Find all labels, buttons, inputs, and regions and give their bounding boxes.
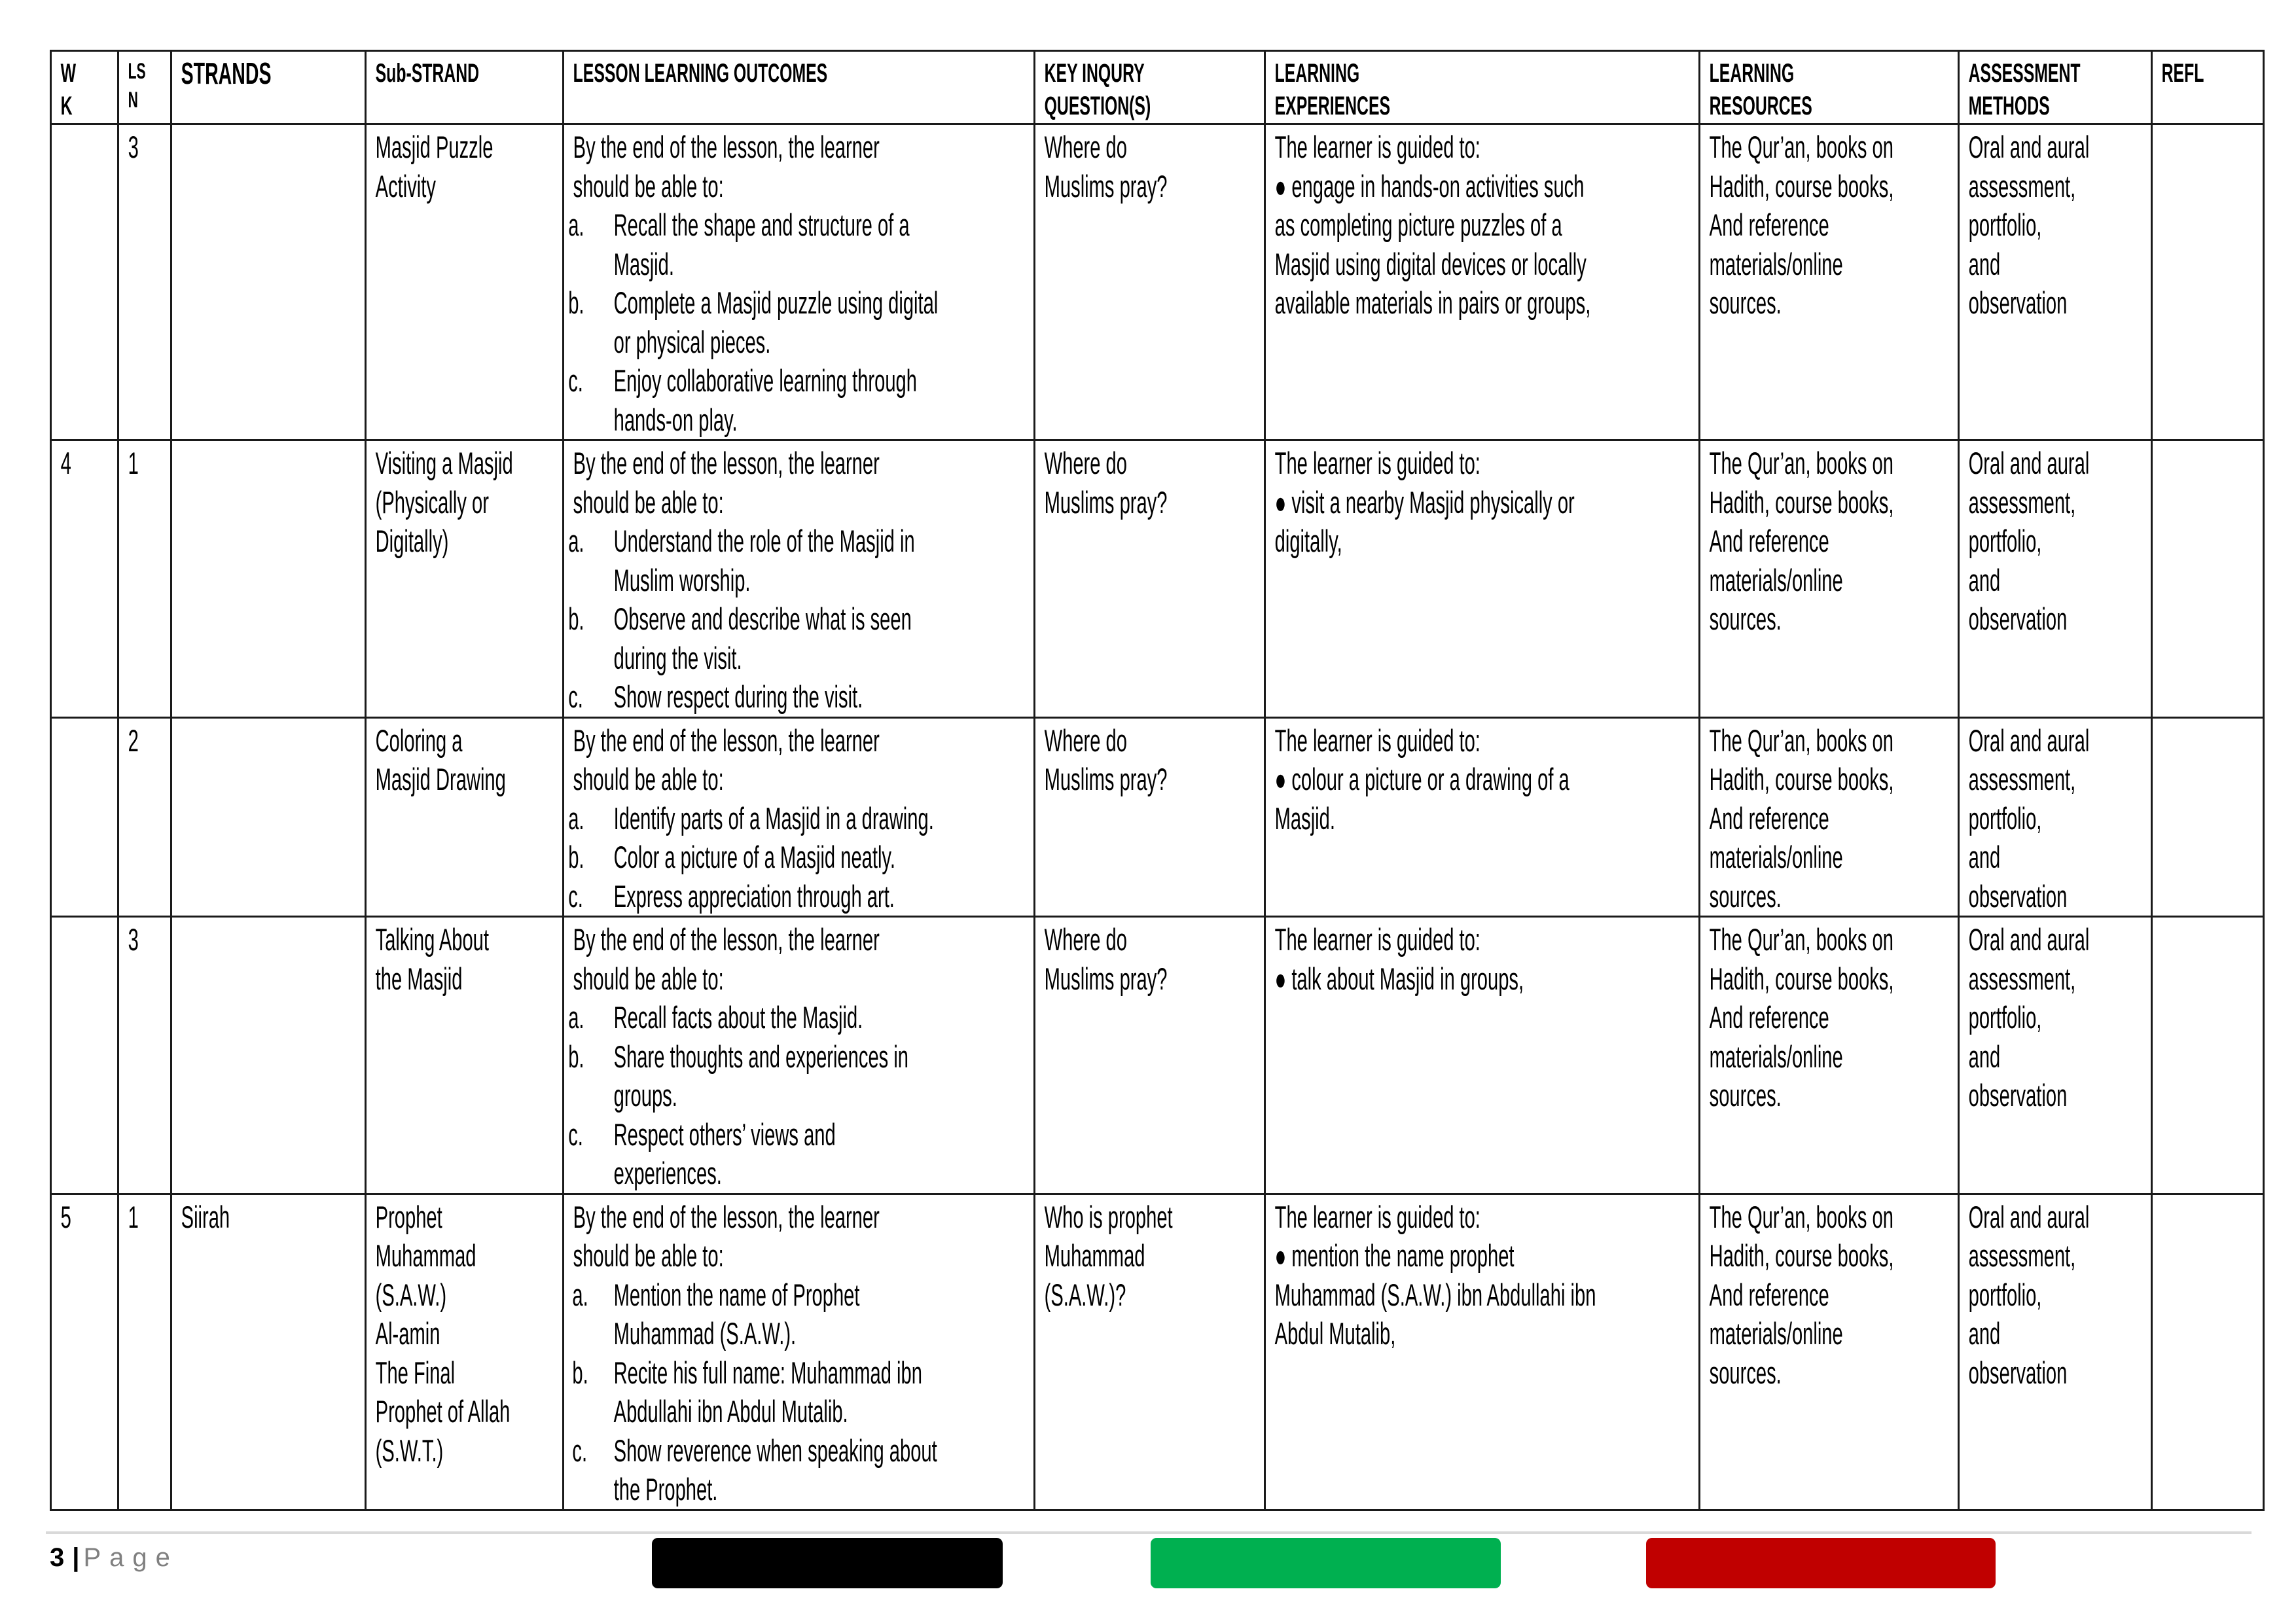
outcome-marker	[568, 561, 613, 600]
resources-cell-line: materials/online	[1709, 1039, 1843, 1074]
page-number	[50, 1539, 179, 1576]
assessment-cell-line: and	[1968, 840, 2001, 874]
experiences-cell	[1265, 717, 1700, 917]
inquiry-cell	[1035, 1194, 1265, 1510]
resources-cell-line: sources.	[1709, 1078, 1782, 1113]
inquiry-cell-line: Where do	[1044, 130, 1127, 164]
lesson-cell	[118, 917, 171, 1194]
outcome-item	[568, 1314, 1034, 1353]
inquiry-cell-line: Where do	[1044, 446, 1127, 480]
resources-cell-line: Hadith, course books,	[1709, 168, 1894, 204]
outcome-item	[568, 1470, 1034, 1509]
outcome-text: Enjoy collaborative learning through	[613, 363, 917, 398]
outcome-text: Recite his full name: Muhammad ibn	[613, 1355, 922, 1390]
strand-cell	[171, 917, 366, 1194]
sub-strand-cell-line: Masjid Drawing	[375, 762, 506, 796]
sub-strand-cell-line: (S.A.W.)	[375, 1277, 447, 1312]
experiences-cell-line: The learner is guided to:	[1274, 130, 1480, 164]
outcome-item	[568, 1431, 1034, 1471]
outcome-marker: c.	[572, 1433, 588, 1468]
experiences-cell-line: Masjid.	[1274, 800, 1335, 836]
experiences-cell-line: ● mention the name prophet	[1274, 1238, 1515, 1273]
sub-strand-cell-line: Coloring a	[375, 722, 463, 758]
resources-cell-line: sources.	[1709, 1355, 1782, 1390]
header-resources: LEARNING RESOURCES	[1700, 51, 1959, 124]
sub-strand-cell	[366, 717, 564, 917]
outcome-text: or physical pieces.	[613, 324, 771, 359]
header-experiences: LEARNING EXPERIENCES	[1265, 51, 1700, 124]
outcome-item	[568, 283, 1034, 323]
lesson-cell	[118, 717, 171, 917]
header-inquiry: KEY INQURY QUESTION(S)	[1035, 51, 1265, 124]
experiences-cell-line: ● visit a nearby Masjid physically or	[1274, 484, 1575, 520]
resources-cell	[1700, 917, 1959, 1194]
assessment-cell-line: observation	[1968, 601, 2068, 636]
header-strands: STRANDS	[171, 51, 366, 124]
footer-divider	[46, 1531, 2251, 1534]
outcome-text: Complete a Masjid puzzle using digital	[613, 285, 939, 320]
assessment-cell-line: assessment,	[1968, 762, 2076, 796]
outcome-item	[568, 799, 1034, 838]
assessment-cell-line: Oral and aural	[1968, 922, 2090, 957]
resources-cell-line: And reference	[1709, 800, 1829, 836]
lesson-cell-line: 1	[128, 1199, 139, 1234]
experiences-cell-line: Muhammad (S.A.W.) ibn Abdullahi ibn	[1274, 1277, 1596, 1312]
outcome-item	[568, 1037, 1034, 1077]
resources-cell-line: materials/online	[1709, 246, 1843, 281]
outcome-marker	[568, 639, 613, 678]
experiences-cell-line: Abdul Mutalib,	[1274, 1316, 1396, 1351]
page-number-value: 3	[50, 1543, 65, 1572]
outcomes-intro: By the end of the lesson, the learner	[573, 446, 880, 480]
table-row	[51, 124, 2264, 440]
outcome-item	[568, 1353, 1034, 1393]
sub-strand-cell-line: Visiting a Masjid	[375, 446, 513, 480]
outcome-item	[568, 1076, 1034, 1115]
outcome-item	[568, 1154, 1034, 1193]
outcomes-cell	[564, 917, 1035, 1194]
strand-cell	[171, 717, 366, 917]
assessment-cell	[1959, 717, 2152, 917]
resources-cell-line: Hadith, course books,	[1709, 484, 1894, 520]
outcome-item	[568, 401, 1034, 440]
assessment-cell	[1959, 1194, 2152, 1510]
assessment-cell-line: and	[1968, 1039, 2001, 1074]
red-bar	[1646, 1538, 1996, 1588]
header-assessment: ASSESSMENT METHODS	[1959, 51, 2152, 124]
assessment-cell-line: portfolio,	[1968, 1277, 2042, 1312]
black-bar	[652, 1538, 1003, 1588]
inquiry-cell-line: Muslims pray?	[1044, 484, 1168, 520]
outcome-text: Masjid.	[613, 246, 674, 281]
outcome-marker: a.	[568, 207, 584, 242]
outcome-marker	[568, 245, 613, 284]
outcome-item	[568, 1275, 1034, 1315]
outcome-text: Understand the role of the Masjid in	[613, 524, 915, 558]
assessment-cell-line: assessment,	[1968, 484, 2076, 520]
outcome-item	[568, 877, 1034, 916]
resources-cell	[1700, 440, 1959, 718]
outcomes-cell	[564, 717, 1035, 917]
sub-strand-cell	[366, 440, 564, 718]
outcome-text: Show respect during the visit.	[613, 679, 863, 714]
outcome-item	[568, 838, 1034, 877]
assessment-cell-line: and	[1968, 562, 2001, 597]
assessment-cell	[1959, 124, 2152, 440]
week-cell-line: 4	[60, 446, 71, 480]
experiences-cell-line: available materials in pairs or groups,	[1274, 285, 1591, 320]
strand-cell	[171, 440, 366, 718]
outcome-marker: b.	[568, 840, 584, 874]
resources-cell-line: sources.	[1709, 285, 1782, 320]
outcome-text: groups.	[613, 1078, 677, 1113]
outcome-marker: a.	[572, 1277, 588, 1312]
outcomes-cell	[564, 440, 1035, 718]
week-cell	[51, 717, 118, 917]
strand-cell	[171, 124, 366, 440]
outcome-marker: c.	[568, 878, 583, 914]
sub-strand-cell	[366, 917, 564, 1194]
resources-cell-line: And reference	[1709, 207, 1829, 242]
outcome-text: hands-on play.	[613, 402, 738, 437]
lesson-cell-line: 2	[128, 722, 139, 758]
outcome-item	[568, 639, 1034, 678]
outcome-marker	[568, 1392, 613, 1431]
inquiry-cell-line: Muslims pray?	[1044, 168, 1168, 204]
sub-strand-cell-line: Al-amin	[375, 1316, 440, 1351]
resources-cell-line: The Qur’an, books on	[1709, 722, 1893, 758]
inquiry-cell-line: Where do	[1044, 922, 1127, 957]
table-row	[51, 717, 2264, 917]
lesson-cell	[118, 440, 171, 718]
sub-strand-cell-line: the Masjid	[375, 961, 463, 996]
outcomes-cell	[564, 1194, 1035, 1510]
assessment-cell-line: assessment,	[1968, 1238, 2076, 1273]
resources-cell-line: The Qur’an, books on	[1709, 1199, 1893, 1234]
experiences-cell-line: Masjid using digital devices or locally	[1274, 246, 1587, 281]
week-cell	[51, 917, 118, 1194]
table-row	[51, 440, 2264, 718]
header-outcomes: LESSON LEARNING OUTCOMES	[564, 51, 1035, 124]
outcome-marker: a.	[568, 1000, 584, 1035]
assessment-cell-line: portfolio,	[1968, 207, 2042, 242]
outcomes-intro: should be able to:	[573, 961, 724, 996]
strand-cell	[171, 1194, 366, 1510]
sub-strand-cell	[366, 1194, 564, 1510]
header-row	[51, 51, 2264, 124]
sub-strand-cell-line: Masjid Puzzle	[375, 130, 493, 164]
outcome-marker: b.	[572, 1355, 588, 1390]
assessment-cell-line: observation	[1968, 1078, 2068, 1113]
outcome-marker	[568, 323, 613, 362]
lesson-cell	[118, 1194, 171, 1510]
resources-cell-line: Hadith, course books,	[1709, 961, 1894, 996]
assessment-cell	[1959, 440, 2152, 718]
resources-cell-line: Hadith, course books,	[1709, 1238, 1894, 1273]
sub-strand-cell	[366, 124, 564, 440]
experiences-cell	[1265, 1194, 1700, 1510]
experiences-cell	[1265, 917, 1700, 1194]
resources-cell-line: The Qur’an, books on	[1709, 922, 1893, 957]
experiences-cell-line: The learner is guided to:	[1274, 1199, 1480, 1234]
inquiry-cell-line: Who is prophet	[1044, 1199, 1173, 1234]
outcomes-intro: should be able to:	[573, 484, 724, 520]
outcome-marker: c.	[568, 363, 583, 398]
outcomes-cell	[564, 124, 1035, 440]
inquiry-cell	[1035, 917, 1265, 1194]
scheme-of-work-table	[50, 50, 2265, 1511]
resources-cell	[1700, 124, 1959, 440]
outcome-marker: b.	[568, 1039, 584, 1074]
outcome-text: Mention the name of Prophet	[613, 1277, 860, 1312]
reflection-cell	[2152, 1194, 2264, 1510]
experiences-cell-line: The learner is guided to:	[1274, 922, 1480, 957]
outcome-text: Respect others’ views and	[613, 1116, 836, 1152]
outcome-item	[568, 1115, 1034, 1154]
resources-cell-line: materials/online	[1709, 562, 1843, 597]
outcome-marker	[568, 1076, 613, 1115]
table-row	[51, 1194, 2264, 1510]
experiences-cell-line: The learner is guided to:	[1274, 446, 1480, 480]
header-wk: W K	[51, 51, 118, 124]
inquiry-cell-line: Where do	[1044, 722, 1127, 758]
table-body	[51, 124, 2264, 1510]
assessment-cell-line: portfolio,	[1968, 1000, 2042, 1035]
experiences-cell-line: ● talk about Masjid in groups,	[1274, 961, 1524, 996]
inquiry-cell-line: Muhammad	[1044, 1238, 1145, 1273]
week-cell	[51, 124, 118, 440]
assessment-cell-line: and	[1968, 1316, 2001, 1351]
assessment-cell-line: and	[1968, 246, 2001, 281]
outcome-text: Recall the shape and structure of a	[613, 207, 910, 242]
outcome-item	[568, 998, 1034, 1037]
outcome-item	[568, 561, 1034, 600]
page-number-separator: |	[72, 1543, 80, 1572]
resources-cell-line: sources.	[1709, 878, 1782, 914]
week-cell	[51, 1194, 118, 1510]
reflection-cell	[2152, 717, 2264, 917]
outcome-text: Abdullahi ibn Abdul Mutalib.	[613, 1394, 848, 1429]
header-refl: REFL	[2152, 51, 2264, 124]
experiences-cell-line: as completing picture puzzles of a	[1274, 207, 1562, 242]
outcome-marker	[568, 401, 613, 440]
assessment-cell-line: observation	[1968, 285, 2068, 320]
reflection-cell	[2152, 917, 2264, 1194]
outcome-marker	[568, 1314, 613, 1353]
outcome-text: Show reverence when speaking about	[613, 1433, 937, 1468]
experiences-cell-line: The learner is guided to:	[1274, 722, 1480, 758]
outcome-item	[568, 361, 1034, 401]
inquiry-cell-line: Muslims pray?	[1044, 961, 1168, 996]
inquiry-cell	[1035, 440, 1265, 718]
outcome-item	[568, 205, 1034, 245]
outcome-text: Muhammad (S.A.W.).	[613, 1316, 797, 1351]
sub-strand-cell-line: The Final	[375, 1355, 456, 1390]
experiences-cell	[1265, 440, 1700, 718]
outcome-text: Express appreciation through art.	[613, 878, 895, 914]
assessment-cell	[1959, 917, 2152, 1194]
outcome-text: Share thoughts and experiences in	[613, 1039, 909, 1074]
week-cell-line: 5	[60, 1199, 71, 1234]
experiences-cell-line: digitally,	[1274, 524, 1342, 558]
outcome-item	[568, 677, 1034, 717]
sub-strand-cell-line: Talking About	[375, 922, 489, 957]
resources-cell-line: sources.	[1709, 601, 1782, 636]
assessment-cell-line: assessment,	[1968, 168, 2076, 204]
resources-cell-line: The Qur’an, books on	[1709, 130, 1893, 164]
sub-strand-cell-line: Activity	[375, 168, 436, 204]
sub-strand-cell-line: Digitally)	[375, 524, 449, 558]
outcome-marker: b.	[568, 601, 584, 636]
week-cell	[51, 440, 118, 718]
resources-cell-line: And reference	[1709, 1000, 1829, 1035]
outcomes-intro: By the end of the lesson, the learner	[573, 722, 880, 758]
header-sub-strand: Sub-STRAND	[366, 51, 564, 124]
outcomes-intro: By the end of the lesson, the learner	[573, 1199, 880, 1234]
outcome-text: Observe and describe what is seen	[613, 601, 912, 636]
reflection-cell	[2152, 124, 2264, 440]
outcome-text: the Prophet.	[613, 1472, 718, 1507]
resources-cell	[1700, 1194, 1959, 1510]
outcome-text: experiences.	[613, 1156, 722, 1190]
outcome-item	[568, 1392, 1034, 1431]
assessment-cell-line: Oral and aural	[1968, 722, 2090, 758]
outcome-item	[568, 323, 1034, 362]
inquiry-cell	[1035, 717, 1265, 917]
sub-strand-cell-line: (S.W.T.)	[375, 1433, 444, 1468]
assessment-cell-line: assessment,	[1968, 961, 2076, 996]
resources-cell	[1700, 717, 1959, 917]
assessment-cell-line: observation	[1968, 1355, 2068, 1390]
table-row	[51, 917, 2264, 1194]
experiences-cell-line: ● colour a picture or a drawing of a	[1274, 762, 1570, 796]
inquiry-cell-line: (S.A.W.)?	[1044, 1277, 1126, 1312]
sub-strand-cell-line: Prophet of Allah	[375, 1394, 511, 1429]
outcome-text: Color a picture of a Masjid neatly.	[613, 840, 895, 874]
outcome-marker: a.	[568, 524, 584, 558]
outcomes-intro: should be able to:	[573, 168, 724, 204]
assessment-cell-line: Oral and aural	[1968, 446, 2090, 480]
resources-cell-line: materials/online	[1709, 1316, 1843, 1351]
outcome-text: Identify parts of a Masjid in a drawing.	[613, 800, 934, 836]
inquiry-cell	[1035, 124, 1265, 440]
reflection-cell	[2152, 440, 2264, 718]
resources-cell-line: And reference	[1709, 524, 1829, 558]
resources-cell-line: Hadith, course books,	[1709, 762, 1894, 796]
outcome-item	[568, 522, 1034, 561]
outcome-item	[568, 599, 1034, 639]
outcome-marker: a.	[568, 800, 584, 836]
green-bar	[1151, 1538, 1501, 1588]
experiences-cell	[1265, 124, 1700, 440]
outcome-item	[568, 245, 1034, 284]
outcome-marker: c.	[568, 1116, 583, 1152]
outcomes-intro: should be able to:	[573, 762, 724, 796]
lesson-cell-line: 3	[128, 130, 139, 164]
outcome-marker: c.	[568, 679, 583, 714]
resources-cell-line: The Qur’an, books on	[1709, 446, 1893, 480]
outcome-marker: b.	[568, 285, 584, 320]
assessment-cell-line: portfolio,	[1968, 524, 2042, 558]
sub-strand-cell-line: Prophet	[375, 1199, 442, 1234]
outcomes-intro: By the end of the lesson, the learner	[573, 130, 880, 164]
outcomes-intro: By the end of the lesson, the learner	[573, 922, 880, 957]
outcome-text: during the visit.	[613, 640, 742, 675]
resources-cell-line: materials/online	[1709, 840, 1843, 874]
outcome-marker	[568, 1470, 613, 1509]
assessment-cell-line: observation	[1968, 878, 2068, 914]
scheme-of-work-table-container	[50, 50, 2263, 1511]
experiences-cell-line: ● engage in hands-on activities such	[1274, 168, 1585, 204]
assessment-cell-line: Oral and aural	[1968, 130, 2090, 164]
outcome-marker	[568, 1154, 613, 1193]
lesson-cell-line: 3	[128, 922, 139, 957]
assessment-cell-line: portfolio,	[1968, 800, 2042, 836]
page-label: Page	[83, 1543, 179, 1572]
sub-strand-cell-line: Muhammad	[375, 1238, 476, 1273]
outcomes-intro: should be able to:	[573, 1238, 724, 1273]
inquiry-cell-line: Muslims pray?	[1044, 762, 1168, 796]
outcome-text: Muslim worship.	[613, 562, 751, 597]
resources-cell-line: And reference	[1709, 1277, 1829, 1312]
sub-strand-cell-line: (Physically or	[375, 484, 489, 520]
outcome-text: Recall facts about the Masjid.	[613, 1000, 863, 1035]
lesson-cell	[118, 124, 171, 440]
lesson-cell-line: 1	[128, 446, 139, 480]
strand-cell-line: Siirah	[181, 1199, 230, 1234]
assessment-cell-line: Oral and aural	[1968, 1199, 2090, 1234]
header-lsn: LS N	[118, 51, 171, 124]
